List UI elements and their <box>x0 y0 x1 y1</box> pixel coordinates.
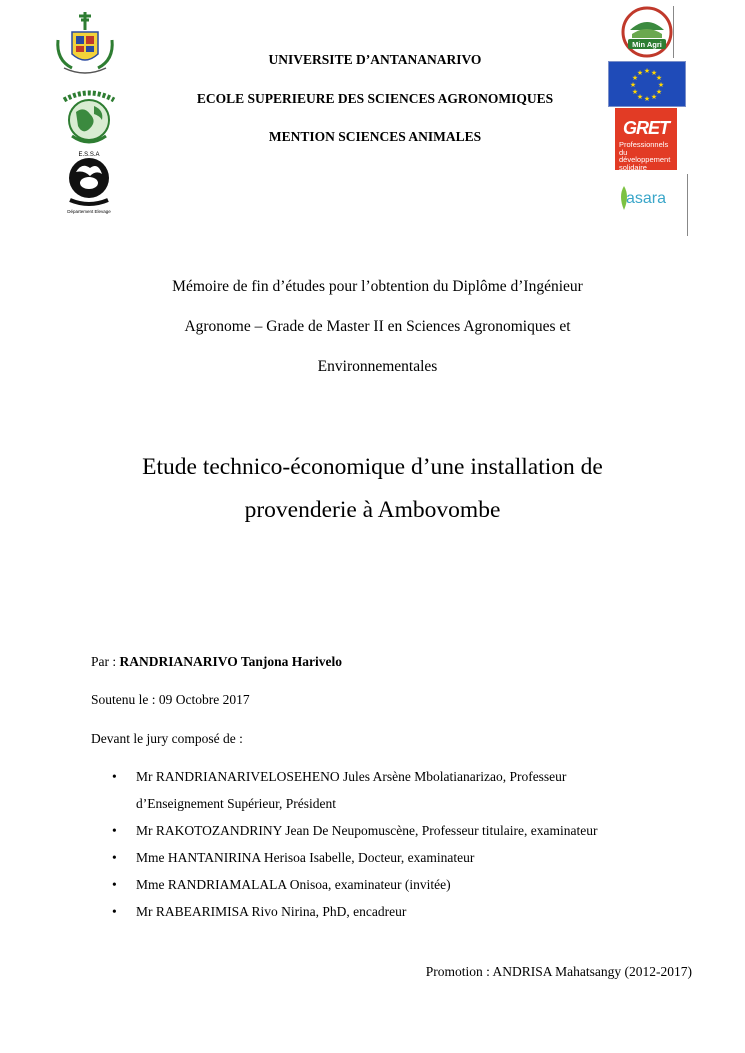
minagri-logo-text: Min Agri <box>632 40 662 49</box>
asara-logo-word: asara <box>626 190 667 207</box>
jury-member-1 <box>112 769 567 785</box>
logo-separator-2 <box>687 174 688 236</box>
promotion-line: Promotion : ANDRISA Mahatsangy (2012-2017) <box>425 964 692 979</box>
jury-member-5-text: Mr RABEARIMISA Rivo Nirina, PhD, encadreur <box>136 904 407 919</box>
author-prefix: Par : <box>91 654 120 669</box>
jury-member-4-text: Mme RANDRIAMALALA Onisoa, examinateur (invitée) <box>136 877 451 892</box>
asara-logo <box>616 180 682 220</box>
jury-member-1-continued: d’Enseignement Supérieur, Président <box>136 796 337 811</box>
departement-elevage-logo <box>60 150 118 216</box>
svg-text:★: ★ <box>631 74 639 82</box>
author-name: RANDRIANARIVO Tanjona Harivelo <box>119 654 342 669</box>
bullet-marker: • <box>112 823 117 838</box>
thesis-title-line-2: provenderie à Ambovombe <box>244 497 501 523</box>
gret-logo-word: GRET <box>623 118 670 138</box>
memoire-line-2: Agronome – Grade de Master II en Sciences Agronomiques et <box>184 318 571 335</box>
mention-name: MENTION SCIENCES ANIMALES <box>268 129 482 144</box>
svg-text:★: ★ <box>643 95 651 103</box>
svg-text:★: ★ <box>629 81 637 89</box>
jury-member-2-text: Mr RAKOTOZANDRINY Jean De Neupomuscène, Professeur titulaire, examinateur <box>136 823 598 838</box>
jury-member-2 <box>112 823 598 839</box>
gret-sub-line-3: solidaire <box>619 162 647 172</box>
svg-text:★: ★ <box>636 69 644 77</box>
svg-text:★: ★ <box>650 69 658 77</box>
memoire-line-1: Mémoire de fin d’études pour l’obtention du Diplôme d’Ingénieur <box>172 278 583 295</box>
jury-member-3-text: Mme HANTANIRINA Herisoa Isabelle, Docteur, examinateur <box>136 850 475 865</box>
thesis-title-line-1: Etude technico-économique d’une installation de <box>142 454 603 480</box>
jury-intro: Devant le jury composé de : <box>91 731 243 746</box>
svg-text:★: ★ <box>643 67 651 75</box>
defense-date: Soutenu le : 09 Octobre 2017 <box>91 692 250 707</box>
gret-logo-subtitle <box>619 141 677 171</box>
memoire-line-3: Environnementales <box>317 358 438 375</box>
author-line <box>91 654 342 670</box>
jury-member-4 <box>112 877 451 893</box>
bullet-marker: • <box>112 904 117 919</box>
svg-text:★: ★ <box>631 88 639 96</box>
university-name: UNIVERSITE D’ANTANANARIVO <box>268 52 482 67</box>
minagri-logo <box>618 6 676 58</box>
jury-member-5 <box>112 904 407 920</box>
essa-logo-text: E.S.S.A <box>78 152 100 158</box>
bullet-marker: • <box>112 877 117 892</box>
gret-sub-line-1: Professionnels du <box>619 140 669 157</box>
jury-member-1-text: Mr RANDRIANARIVELOSEHENO Jules Arsène Mbolatianarizao, Professeur <box>136 769 567 784</box>
school-name: ECOLE SUPERIEURE DES SCIENCES AGRONOMIQUES <box>196 91 554 106</box>
svg-text:★: ★ <box>636 93 644 101</box>
svg-text:★: ★ <box>655 88 663 96</box>
svg-text:★: ★ <box>655 74 663 82</box>
logo-separator <box>673 6 674 58</box>
bullet-marker: • <box>112 769 117 784</box>
bullet-marker: • <box>112 850 117 865</box>
gret-sub-line-2: développement <box>619 155 671 164</box>
elevage-logo-text: Département Elevage <box>67 209 111 214</box>
svg-text:★: ★ <box>657 81 665 89</box>
svg-text:★: ★ <box>650 93 658 101</box>
jury-member-3 <box>112 850 475 866</box>
